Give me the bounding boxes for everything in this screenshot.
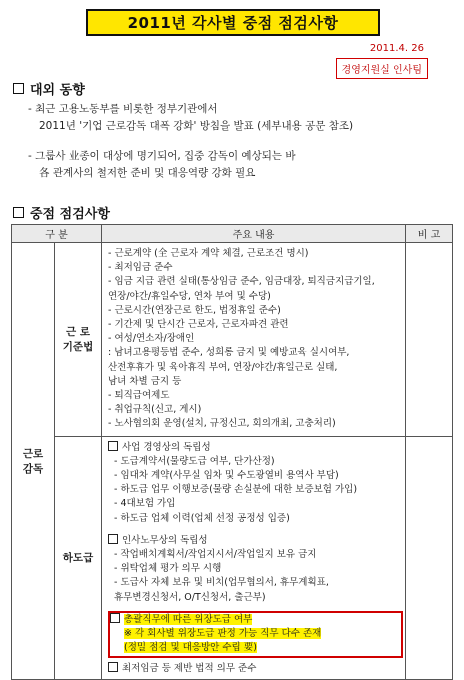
list-item: - 근로시간(연장근로 한도, 법정휴일 준수): [108, 304, 281, 316]
list-item: - 근로계약 (全 근로자 계약 체결, 근로조건 명시): [108, 248, 309, 259]
disguised-subcontract-lines: [110, 627, 401, 655]
list-item: - 기간제 및 단시간 근로자, 근로자파견 관련: [108, 319, 289, 331]
subcategory-subcontracting: 하도급: [55, 436, 102, 679]
list-item: - 4대보험 가입: [114, 498, 176, 510]
header-category: 구 분: [12, 225, 102, 243]
checkbox-icon: [108, 534, 118, 544]
list-item: : 남녀고용평등법 준수, 성희롱 금지 및 예방교육 실시여부,: [108, 347, 350, 359]
hr-independence-lines: [108, 548, 405, 605]
table-header-row: [12, 225, 453, 243]
list-item: - 하도급 업체 이력(업체 선정 공정성 입증): [114, 512, 290, 524]
header-content: 주요 내용: [102, 225, 406, 243]
list-item: - 하도급 업무 이행보증(물량 손실분에 대한 보증보험 가입): [114, 484, 358, 496]
department-label: 경영지원실 인사팀: [336, 58, 428, 79]
list-item: [124, 641, 401, 655]
list-item: - 도급사 자체 보유 및 비치(업무협의서, 휴무계획표,: [114, 577, 329, 589]
list-item: - 취업규칙(신고, 게시): [108, 404, 202, 416]
category-labor-inspection: 근로 감독: [12, 243, 55, 680]
content-subcontracting: [102, 436, 406, 679]
business-independence-lines: [108, 455, 405, 526]
section-heading-key-items: 중점 점검사항: [13, 203, 110, 222]
trend-paragraph-1: - 최근 고용노동부를 비롯한 정부기관에서 2011년 '기업 근로감독 대폭 강화' 방침을 발표 (세부내용 공문 참조): [28, 103, 354, 132]
list-item: 연장/야간/휴일수당, 연차 부여 및 수당): [108, 290, 271, 302]
highlighted-text: (정밀 점검 및 대응방안 수립 要): [124, 642, 257, 654]
content-labor-standards: [102, 243, 406, 437]
group-disguised-subcontract: 총괄직무에 따른 위장도급 여부 ※ 각 회사별 위장도급 판정 가능 직무 다수 존재 (정밀 점검 및 대응방안 수립 要): [108, 611, 403, 659]
list-item: - 여성/연소자/장애인: [108, 333, 195, 345]
group-business-independence: 사업 경영상의 독립성 - 도급계약서(물량도급 여부, 단가산정) - 임대차 계약(사무실 임차 및 수도광열비 용역사 부담) - 하도급 업무 이행보증(물량 손실분에 대한 보증보험 가입) - 4대보험 가입 - 하도급 업체 이력(업체 선정 공정성 입증): [108, 441, 405, 526]
list-item: - 퇴직급여제도: [108, 390, 170, 402]
trend-paragraph-2: - 그룹사 业종이 대상에 명기되어, 집중 감독이 예상되는 바 各 관계사의 철저한 준비 및 대응역량 강화 필요: [28, 150, 296, 179]
labor-standards-lines: [108, 247, 405, 432]
header-note: 비 고: [406, 225, 453, 243]
list-item: - 위탁업체 평가 의무 시행: [114, 563, 222, 575]
table-row: [12, 436, 453, 679]
list-item: - 노사협의회 운영(설치, 규정신고, 회의개최, 고충처리): [108, 418, 336, 430]
document-date: 2011.4. 26: [369, 43, 424, 54]
list-item: - 최저임금 준수: [108, 262, 173, 274]
list-item: 휴무변경신청서, O/T신청서, 출근부): [114, 591, 266, 603]
square-bullet-icon: [13, 83, 24, 94]
list-item: - 작업배치계획서/작업지시서/작업일지 보유 금지: [114, 549, 317, 561]
list-item: 산전후휴가 및 육아휴직 부여, 연장/야간/휴일근로 실태,: [108, 361, 338, 373]
subcategory-labor-standards: 근 로 기준법: [55, 243, 102, 437]
note-cell: [406, 436, 453, 679]
page-title: 2011년 각사별 중점 점검사항: [86, 9, 380, 36]
inspection-table: [11, 224, 453, 680]
square-bullet-icon: [13, 207, 24, 218]
highlighted-text: ※ 각 회사별 위장도급 판정 가능 직무 다수 존재: [124, 628, 322, 640]
table-row: [12, 243, 453, 437]
group-hr-independence: 인사노무상의 독립성 - 작업배치계획서/작업지시서/작업일지 보유 금지 - 위탁업체 평가 의무 시행 - 도급사 자체 보유 및 비치(업무협의서, 휴무계획표, 휴무변경신청서, O/T신청서, 출근부): [108, 534, 405, 605]
checkbox-icon: [108, 441, 118, 451]
section-heading-external-trends: 대외 동향: [13, 79, 85, 98]
list-item: - 임금 지급 관련 실태(통상임금 준수, 임금대장, 퇴직금지급기일,: [108, 276, 375, 288]
list-item: - 임대차 계약(사무실 임차 및 수도광열비 용역사 부담): [114, 470, 339, 482]
list-item: [124, 627, 401, 641]
checkbox-icon: [110, 613, 120, 623]
group-min-wage: 최저임금 등 제반 법적 의무 준수: [108, 662, 405, 676]
checkbox-icon: [108, 662, 118, 672]
list-item: - 도급계약서(물량도급 여부, 단가산정): [114, 455, 275, 467]
note-cell: [406, 243, 453, 437]
list-item: 남녀 차별 금지 등: [108, 375, 182, 387]
